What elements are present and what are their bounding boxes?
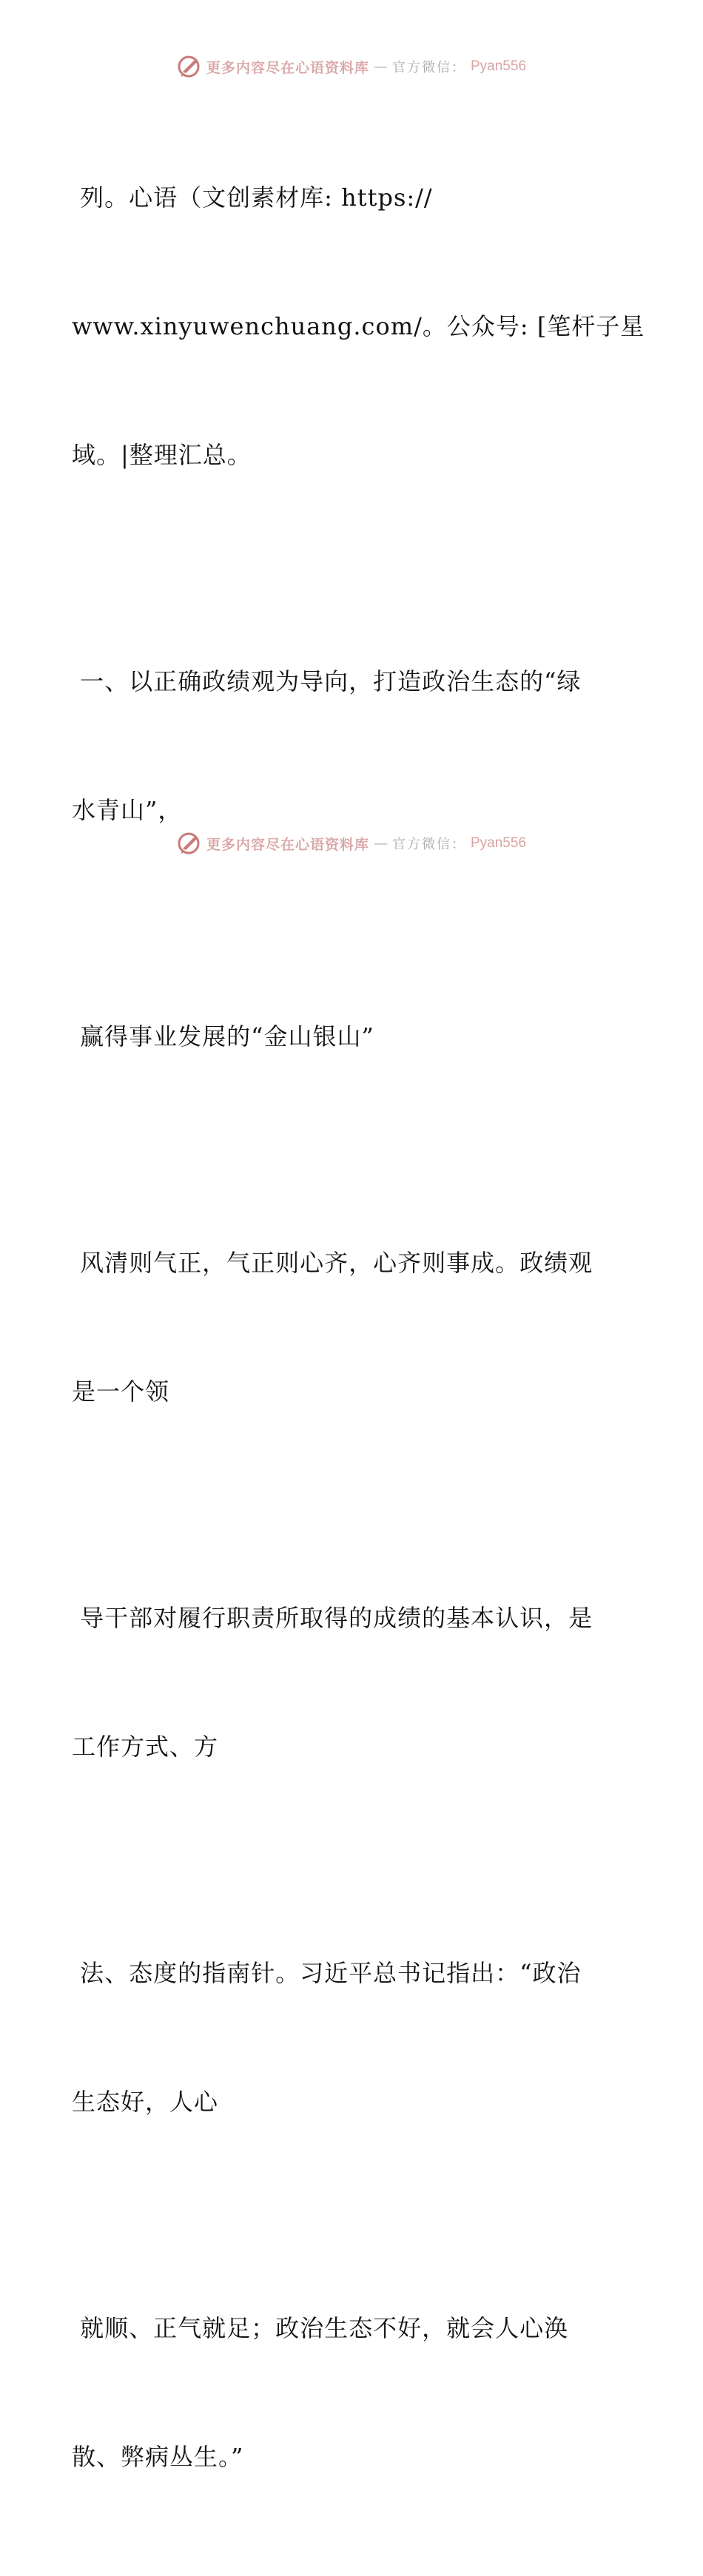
paragraph: [72, 574, 619, 917]
quill-pen-circle-icon: [177, 54, 202, 79]
text-line: www.xinyuwenchuang.com/。公众号: [笔杆子星: [72, 312, 645, 340]
paragraph: [72, 1156, 619, 1499]
watermark-wechat-id: Pyan556: [471, 835, 527, 851]
watermark-brand-text: 更多内容尽在心语资料库: [206, 59, 369, 76]
paragraph: [72, 929, 619, 1144]
text-line: 赢得事业发展的“金山银山”: [72, 1022, 374, 1051]
watermark-separator: —: [374, 835, 388, 852]
text-line: 是一个领: [72, 1378, 170, 1406]
watermark-wechat-id: Pyan556: [471, 58, 527, 74]
text-line: 生态好，人心: [72, 2088, 219, 2116]
document-body: [72, 90, 645, 2576]
text-line: 工作方式、方: [72, 1733, 219, 1761]
watermark-official-label: 官方微信：: [392, 837, 466, 852]
footer-watermark: [0, 829, 703, 858]
text-line: 导干部对履行职责所取得的成绩的基本认识，是: [72, 1604, 593, 1632]
paragraph: [72, 1511, 619, 1854]
watermark-separator: —: [374, 58, 388, 75]
text-line: 就顺、正气就足；政治生态不好，就会人心涣: [72, 2314, 569, 2342]
paragraph: [72, 90, 645, 562]
header-watermark: [0, 52, 703, 81]
watermark-official-label: 官方微信：: [392, 60, 466, 75]
paragraph: [72, 1866, 619, 2209]
quill-pen-circle-icon: [177, 831, 202, 856]
text-line: 散、弊病丛生。”: [72, 2443, 244, 2471]
text-line: 域。|整理汇总。: [72, 441, 252, 469]
text-line: 列。心语（文创素材库: https://: [72, 183, 433, 212]
watermark-brand-text: 更多内容尽在心语资料库: [206, 836, 369, 853]
text-line: 法、态度的指南针。习近平总书记指出：“政治: [72, 1959, 582, 1987]
text-line: 水青山”，: [72, 796, 183, 824]
text-line: 一、以正确政绩观为导向，打造政治生态的“绿: [72, 667, 582, 695]
text-line: 风清则气正，气正则心齐，心齐则事成。政绩观: [72, 1249, 593, 1277]
paragraph: [72, 2221, 619, 2564]
